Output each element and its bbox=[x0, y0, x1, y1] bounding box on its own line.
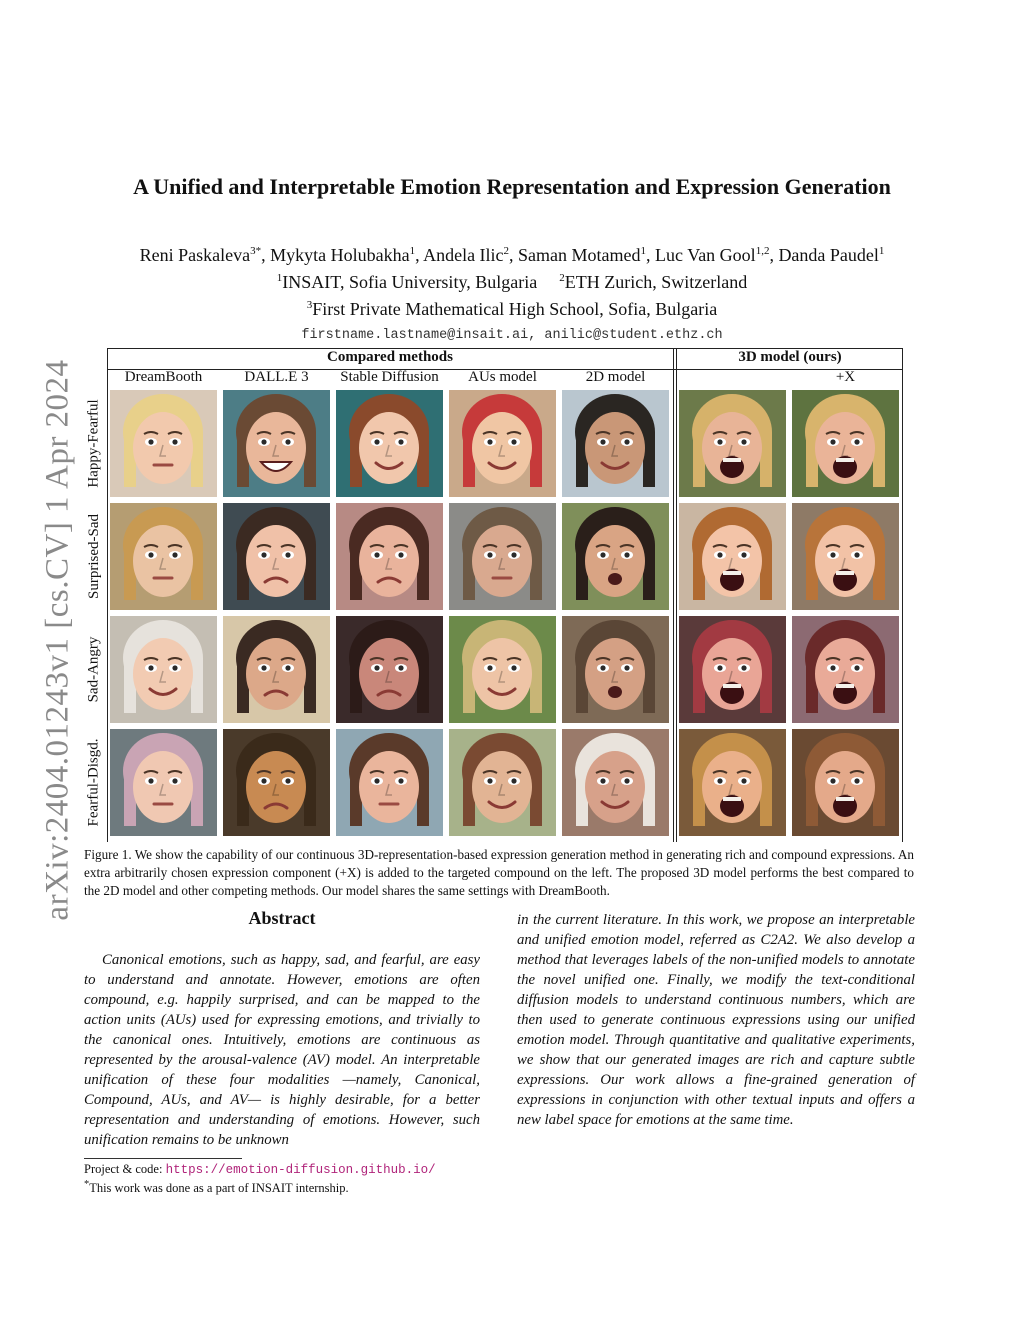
author-affiliation-mark: 1 bbox=[878, 245, 885, 257]
column-label: AUs model bbox=[468, 369, 537, 385]
row-label bbox=[85, 503, 103, 610]
author-block bbox=[0, 240, 1024, 347]
face-image bbox=[562, 503, 669, 610]
affiliation-name: INSAIT, Sofia University, Bulgaria bbox=[282, 272, 538, 292]
author-list: Reni Paskaleva$^{3*}$, Mykyta Holubakha$^1$, Andela Ilic$^2$, Saman Motamed$^1$, Luc Van Gool$^{1,2}$, Danda Paudel$^1$ bbox=[139, 245, 885, 265]
figure-1 bbox=[85, 348, 903, 842]
author-name: Andela Ilic bbox=[423, 245, 504, 265]
affiliations-line-2 bbox=[0, 294, 1024, 321]
row-label bbox=[85, 729, 103, 836]
face-image bbox=[679, 616, 786, 723]
abstract-text-right: in the current literature. In this work, we propose an interpretable and unified emotion model, referred as C2A2. We also develop a method that leverages labels of the non-unified models to annotate the novel unified one. Finally, we modify the text-conditional diffusion models to understand continuous numbers, which are then used to generate continuous expressions using our unified emotion model. Through quantitative and qualitative experiments, we show that our generated images are rich and capture subtle expressions. Our work allows a fine-grained generation of expressions in conjunction with other textual inputs and offers a new label space for emotions at the same time. bbox=[517, 912, 915, 1128]
affiliation-mark: 1 bbox=[276, 272, 283, 284]
paper-title: A Unified and Interpretable Emotion Representation and Expression Generation bbox=[133, 174, 891, 199]
author-name: Mykyta Holubakha bbox=[270, 245, 410, 265]
row-label-text: Surprised-Sad bbox=[85, 514, 102, 599]
face-image bbox=[223, 616, 330, 723]
figure-group-divider bbox=[673, 348, 677, 842]
face-image bbox=[223, 729, 330, 836]
author-name: Saman Motamed bbox=[518, 245, 641, 265]
footnote-internship bbox=[84, 1179, 349, 1196]
face-image bbox=[110, 390, 217, 497]
author-affiliation-mark: 3* bbox=[250, 245, 262, 257]
affiliation-mark: 3 bbox=[306, 299, 313, 311]
column-label: DALL.E 3 bbox=[244, 369, 309, 385]
project-link[interactable]: https://emotion-diffusion.github.io/ bbox=[165, 1163, 436, 1177]
face-image bbox=[679, 729, 786, 836]
group-label-compared: Compared methods bbox=[327, 349, 453, 365]
row-label-text: Sad-Angry bbox=[85, 636, 102, 703]
author-affiliation-mark: 1 bbox=[409, 245, 416, 257]
group-label-ours: 3D model (ours) bbox=[738, 349, 842, 365]
face-image bbox=[449, 503, 556, 610]
affiliation-name: First Private Mathematical High School, Sofia, Bulgaria bbox=[312, 299, 718, 319]
author-affiliation-mark: 1 bbox=[640, 245, 647, 257]
face-image bbox=[792, 729, 899, 836]
affiliation-name: ETH Zurich, Switzerland bbox=[564, 272, 748, 292]
face-image bbox=[562, 729, 669, 836]
row-label bbox=[85, 390, 103, 497]
face-image bbox=[336, 503, 443, 610]
row-label bbox=[85, 616, 103, 723]
abstract-heading: Abstract bbox=[248, 908, 316, 928]
author-name: Luc Van Gool bbox=[655, 245, 756, 265]
face-image bbox=[792, 390, 899, 497]
affiliation-mark: 2 bbox=[559, 272, 565, 284]
footnote-code-label: Project & code: bbox=[84, 1162, 166, 1176]
author-name: Reni Paskaleva bbox=[139, 245, 251, 265]
author-affiliation-mark: 2 bbox=[503, 245, 510, 257]
face-image bbox=[679, 503, 786, 610]
abstract-text-left: Canonical emotions, such as happy, sad, and fearful, are easy to understand and annotate. However, emotions are often compound, e.g. happily surprised, and can be mapped to the action units (AUs) used for expressing emotions, and trivially to the canonical ones. Intuitively, emotions are continuous as represented by the arousal-valence (AV) model. An interpretable unification of these four modalities —namely, Canonical, Compound, AUs, and AV— is highly desirable, for a better representation and understanding of emotions. However, such unification remains to be unknown bbox=[84, 952, 480, 1148]
column-label: +X bbox=[835, 369, 856, 385]
face-image bbox=[336, 616, 443, 723]
face-image bbox=[562, 390, 669, 497]
face-image bbox=[679, 390, 786, 497]
footnote-mark: * bbox=[84, 1179, 90, 1190]
face-image bbox=[562, 616, 669, 723]
author-email: firstname.lastname@insait.ai, anilic@student.ethz.ch bbox=[301, 328, 723, 343]
row-label-text: Happy-Fearful bbox=[85, 399, 102, 488]
author-name: Danda Paudel bbox=[778, 245, 879, 265]
affiliations-line-1 bbox=[0, 267, 1024, 294]
face-image bbox=[449, 390, 556, 497]
face-image bbox=[223, 503, 330, 610]
author-affiliation-mark: 1,2 bbox=[755, 245, 770, 257]
face-image bbox=[223, 390, 330, 497]
face-image bbox=[336, 729, 443, 836]
arxiv-watermark: arXiv:2404.01243v1 [cs.CV] 1 Apr 2024 bbox=[39, 359, 76, 921]
column-label: 2D model bbox=[585, 369, 646, 385]
figure-caption: Figure 1. We show the capability of our continuous 3D-representation-based expression generation method in generating rich and compound expressions. An extra arbitrarily chosen expression component (+X) is added to the targeted compound on the left. The proposed 3D model performs the best compared to the 2D model and other competing methods. Our model shares the same settings with DreamBooth. bbox=[84, 847, 914, 898]
row-label-text: Fearful-Disgd. bbox=[85, 738, 102, 827]
footnote-code bbox=[84, 1162, 436, 1177]
face-image bbox=[336, 390, 443, 497]
footnote-internship-text: This work was done as a part of INSAIT internship. bbox=[89, 1181, 349, 1196]
face-image bbox=[110, 616, 217, 723]
face-image bbox=[792, 503, 899, 610]
face-image bbox=[449, 729, 556, 836]
column-label: Stable Diffusion bbox=[340, 369, 439, 385]
face-image bbox=[110, 729, 217, 836]
footnote-rule bbox=[84, 1158, 242, 1159]
face-image bbox=[110, 503, 217, 610]
face-image bbox=[792, 616, 899, 723]
column-label: DreamBooth bbox=[124, 369, 203, 385]
face-image bbox=[449, 616, 556, 723]
